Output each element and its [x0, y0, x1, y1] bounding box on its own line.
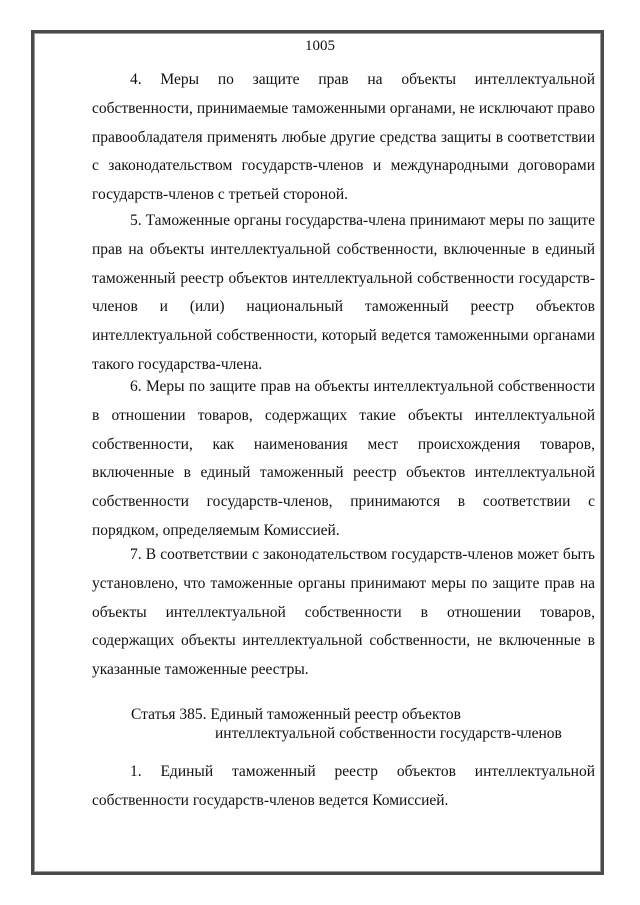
paragraph-4 [92, 66, 595, 210]
article-heading [131, 705, 601, 743]
paragraph-4-text: 4. Меры по защите прав на объекты интеллектуальной собственности, принимаемые таможенными органами, не исключают право правообладателя применять любые другие средства защиты в соответствии с законодательством государств-членов и международными договорами государств-членов с третьей стороной. [92, 71, 595, 204]
paragraph-6 [92, 373, 595, 546]
paragraph-5-text: 5. Таможенные органы государства-члена принимают меры по защите прав на объекты интеллектуальной собственности, включенные в единый таможенный реестр объектов интеллектуальной собственности государств-членов и (или) национальный таможенный реестр объектов интеллектуальной собственности, который ведется таможенными органами такого государства-члена. [92, 212, 595, 373]
article-heading-line2: интеллектуальной собственности государств-членов [215, 725, 562, 742]
paragraph-6-text: 6. Меры по защите прав на объекты интеллектуальной собственности в отношении товаров, содержащих такие объекты интеллектуальной собственности, как наименования мест происхождения товаров, включенные в единый таможенный реестр объектов интеллектуальной собственности государств-членов, принимаются в соответствии с порядком, определяемым Комиссией. [92, 378, 595, 539]
article-heading-line1: Статья 385. Единый таможенный реестр объектов [131, 706, 461, 723]
paragraph-5 [92, 207, 595, 380]
paragraph-7-text: 7. В соответствии с законодательством государств-членов может быть установлено, что таможенные органы принимают меры по защите прав на объекты интеллектуальной собственности в отношении товаров, содержащих объекты интеллектуальной собственности, не включенные в указанные таможенные реестры. [92, 546, 595, 679]
article-paragraph-1-text: 1. Единый таможенный реестр объектов интеллектуальной собственности государств-членов ведется Комиссией. [92, 763, 595, 809]
page-number: 1005 [305, 38, 335, 54]
paragraph-7 [92, 541, 595, 685]
article-paragraph-1 [92, 758, 595, 816]
